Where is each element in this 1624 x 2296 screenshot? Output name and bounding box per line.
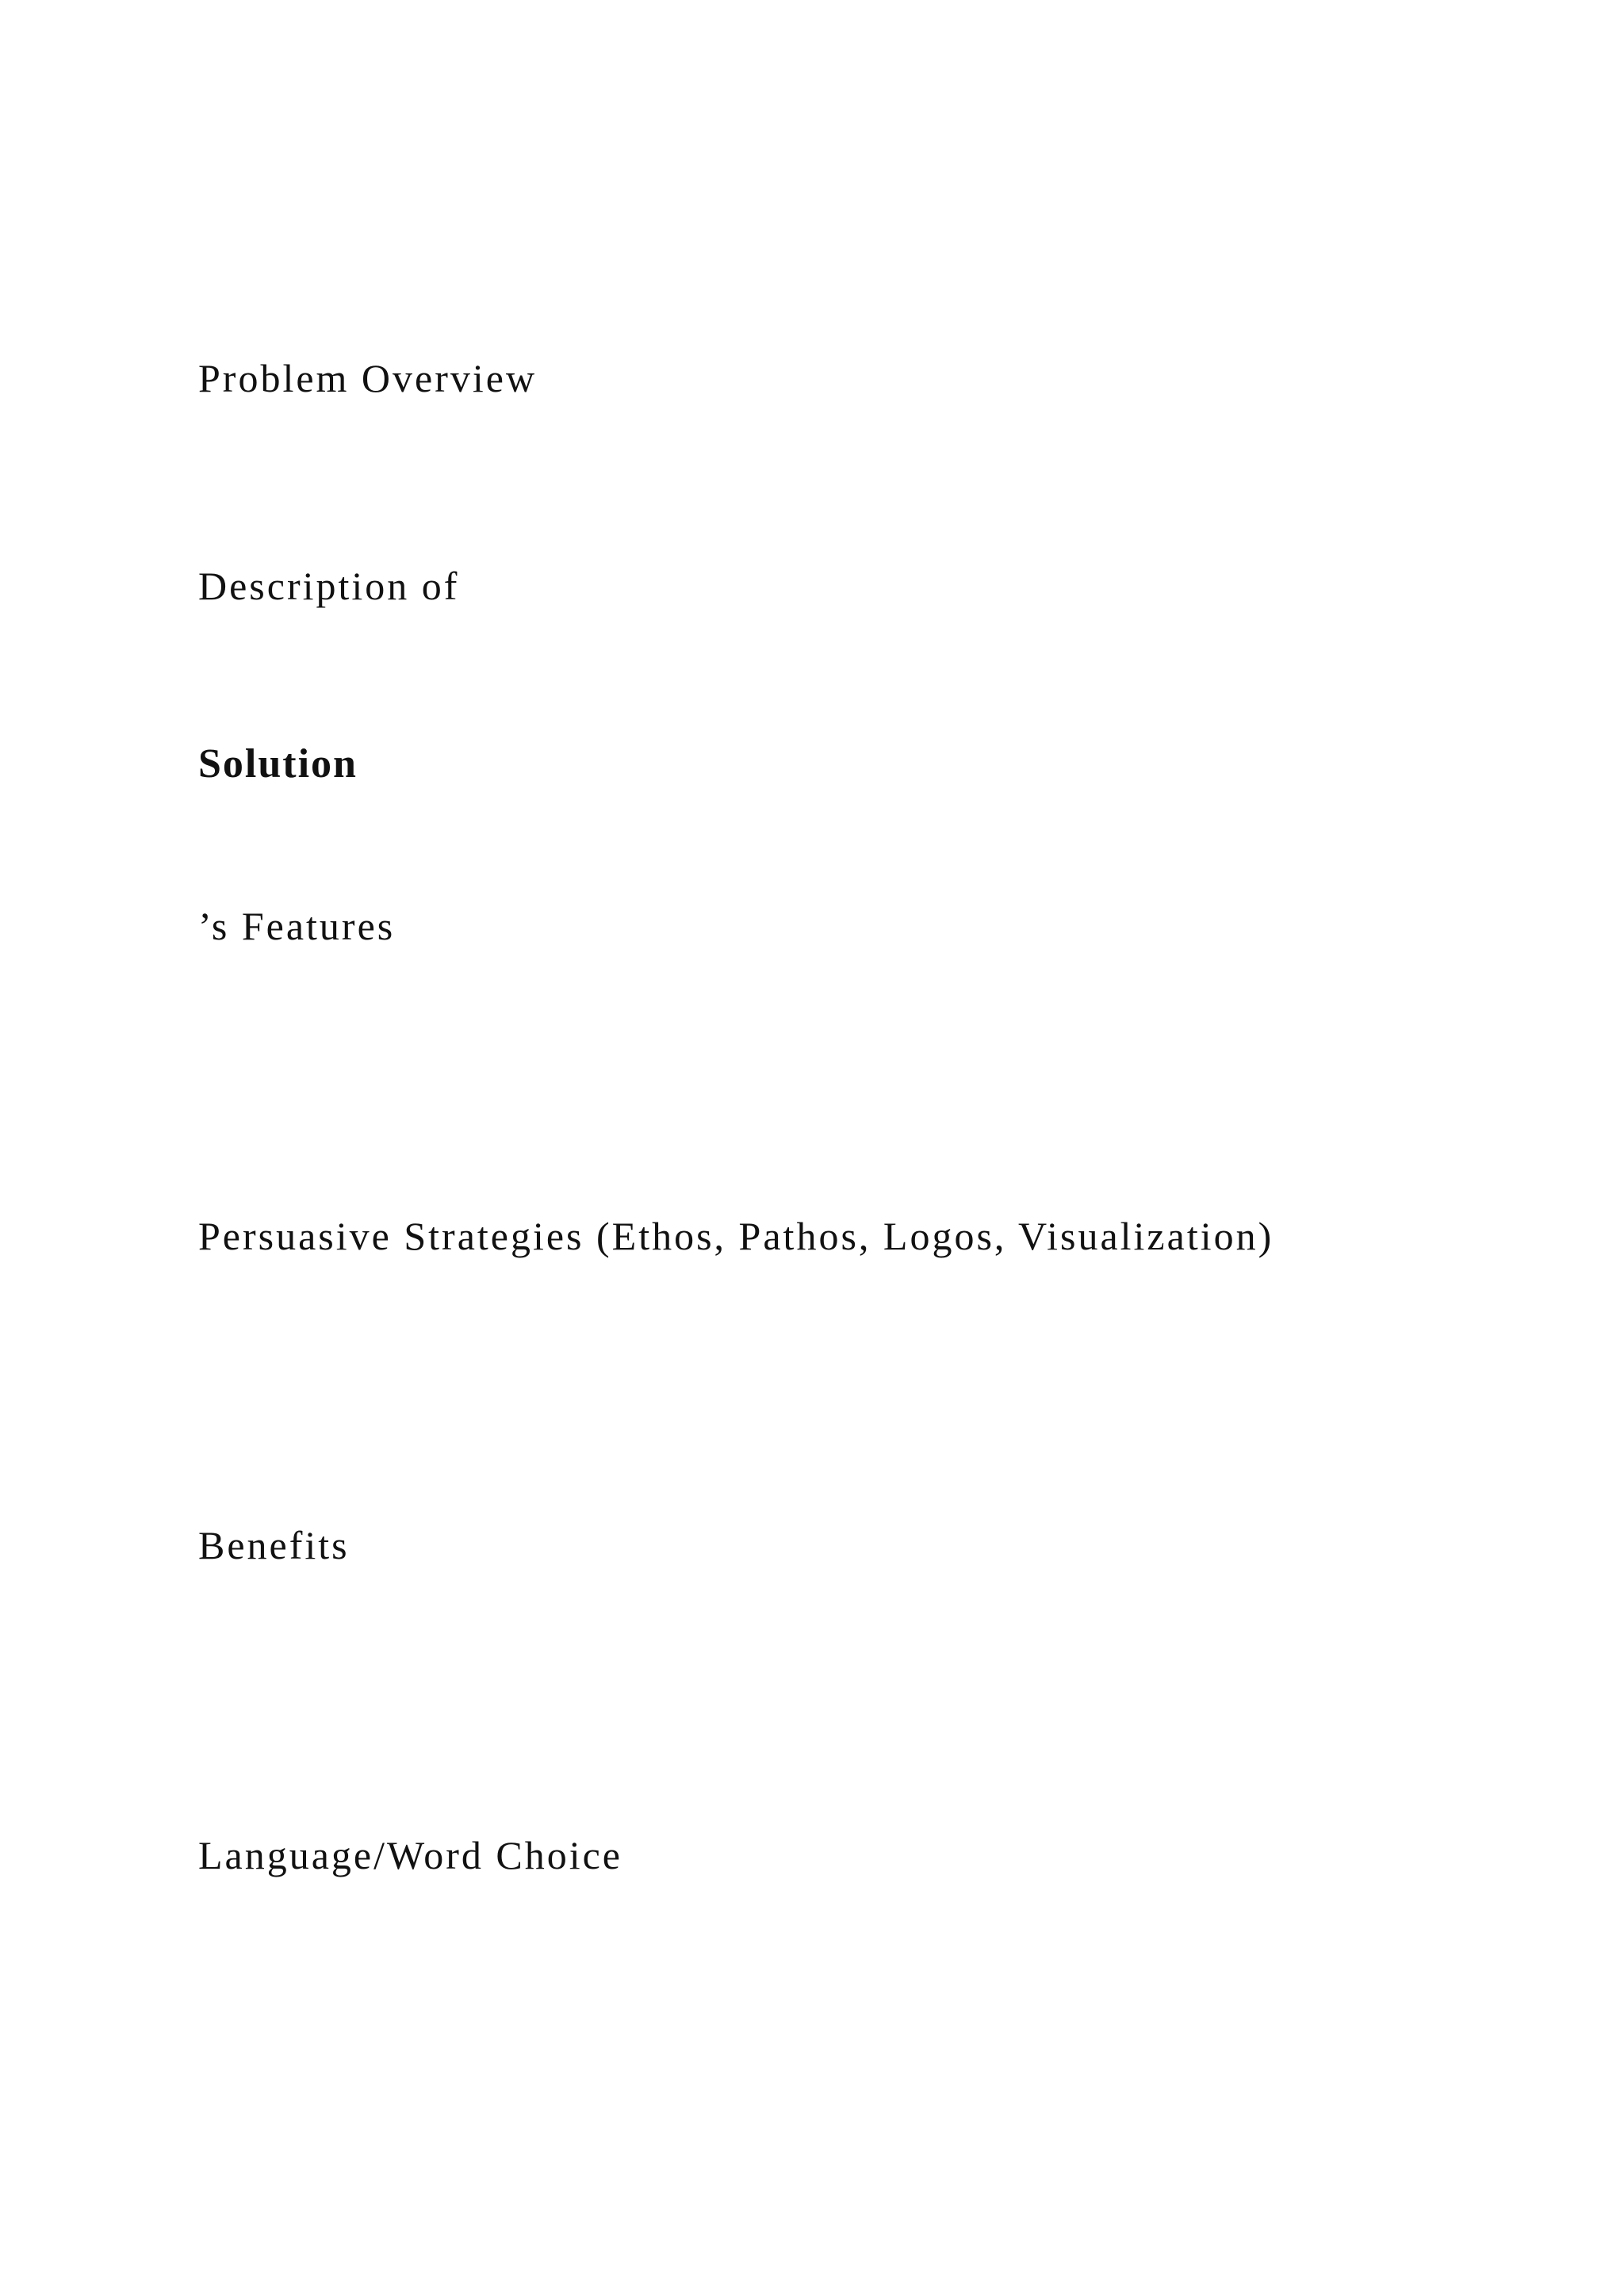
heading-language-word-choice: Language/Word Choice	[198, 1833, 622, 1877]
heading-persuasive-strategies: Persuasive Strategies (Ethos, Pathos, Logos, Visualization)	[198, 1214, 1274, 1258]
heading-features: ’s Features	[198, 904, 396, 948]
heading-solution: Solution	[198, 741, 358, 786]
heading-problem-overview: Problem Overview	[198, 356, 538, 400]
heading-benefits: Benefits	[198, 1523, 350, 1567]
heading-description-of: Description of	[198, 564, 460, 608]
